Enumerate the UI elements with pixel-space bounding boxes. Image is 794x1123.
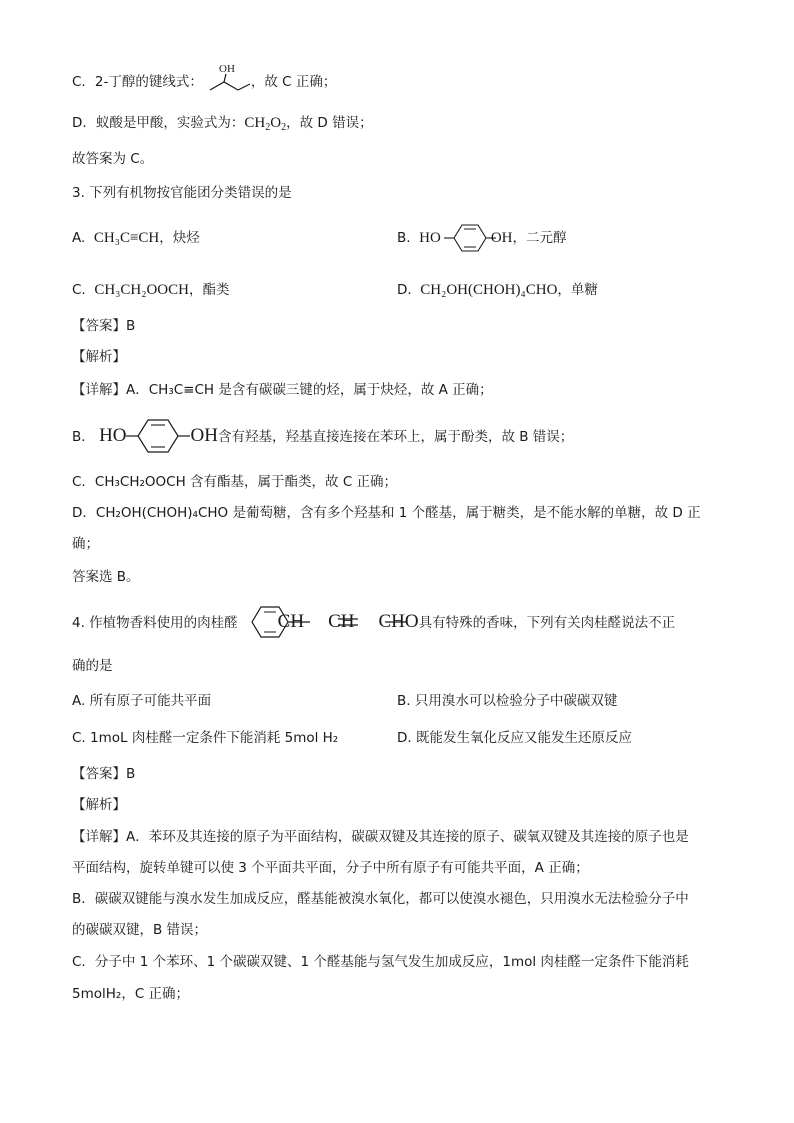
- q3-option-c: C. CH₃CH₂OOCH，酯类: [72, 282, 230, 298]
- q4-option-c: C. 1moL 肉桂醛一定条件下能消耗 5mol H₂: [72, 730, 339, 746]
- q2-option-c: [72, 72, 336, 92]
- q2-option-d: [72, 113, 373, 133]
- q4-answer: 【答案】B: [72, 766, 136, 782]
- cinnamaldehyde-structure: [244, 600, 514, 644]
- q4-option-b: B. 只用溴水可以检验分子中碳碳双键: [397, 693, 618, 709]
- q2-option-d-suffix: ，故 D 错误；: [286, 115, 373, 131]
- butanol-skeleton: [206, 60, 258, 96]
- q3-detail-c: C．CH₃CH₂OOCH 含有酯基，属于酯类，故 C 正确；: [72, 474, 398, 490]
- q4-detail-c-line1: C．分子中 1 个苯环、1 个碳碳双键、1 个醛基能与氢气发生加成反应，1mol 肉桂醛一定条件下能消耗: [72, 954, 689, 970]
- q4-detail-a-line1: 【详解】A．苯环及其连接的原子为平面结构，碳碳双键及其连接的原子、碳氧双键及其连接的原子也是: [72, 829, 689, 845]
- q4-option-a: A. 所有原子可能共平面: [72, 693, 212, 709]
- q3-detail-b: B． HO OH含有羟基，羟基直接连接在苯环上，属于酚类，故 B 错误；: [72, 425, 574, 446]
- q3-option-a: A. CH₃C≡CH，炔烃: [72, 230, 200, 246]
- q4-detail-a-line2: 平面结构，旋转单键可以使 3 个平面共平面，分子中所有原子有可能共平面，A 正确；: [72, 860, 589, 876]
- q3-detail-d-line2: 确；: [72, 536, 99, 552]
- q4-option-d: D. 既能发生氧化反应又能发生还原反应: [397, 730, 632, 746]
- q4-stem-line1: 4. 作植物香料使用的肉桂醛 CH CH CHO具有特殊的香味，下列有关肉桂醛说法不正: [72, 611, 676, 632]
- hydroquinone-ring-option: [444, 222, 498, 254]
- q3-analysis: 【解析】: [72, 349, 126, 365]
- q3-conclusion: 答案选 B。: [72, 569, 140, 585]
- q4-detail-b-line2: 的碳碳双键，B 错误；: [72, 922, 208, 938]
- q3-detail-d-line1: D．CH₂OH(CHOH)₄CHO 是葡萄糖，含有多个羟基和 1 个醛基，属于糖类，是不能水解的单糖，故 D 正: [72, 505, 701, 521]
- q3-option-b: B. HO OH，二元醇: [397, 230, 567, 246]
- q3-answer: 【答案】B: [72, 318, 136, 334]
- butanol-oh-label: OH: [219, 63, 235, 75]
- q2-conclusion: 故答案为 C。: [72, 151, 154, 167]
- q4-detail-b-line1: B．碳碳双键能与溴水发生加成反应，醛基能被溴水氧化，都可以使溴水褪色，只用溴水无法检验分子中: [72, 891, 689, 907]
- q2-formula: $CH_2O_2$: [244, 115, 287, 133]
- q4-analysis: 【解析】: [72, 797, 126, 813]
- q4-detail-c-line2: 5molH₂，C 正确；: [72, 986, 190, 1002]
- q3-detail-a: 【详解】A．CH₃C≡CH 是含有碳碳三键的烃，属于炔烃，故 A 正确；: [72, 382, 493, 398]
- q2-option-c-suffix: ，故 C 正确；: [250, 74, 337, 90]
- q3-option-d: D. CH₂OH(CHOH)₄CHO，单糖: [397, 282, 598, 298]
- q4-stem-line2: 确的是: [72, 658, 113, 674]
- q2-option-c-text: C．2-丁醇的键线式：: [72, 74, 203, 90]
- q3-stem: 3. 下列有机物按官能团分类错误的是: [72, 185, 292, 201]
- q2-option-d-text: D．蚁酸是甲酸，实验式为：: [72, 115, 245, 131]
- hydroquinone-ring-detail: [126, 416, 192, 456]
